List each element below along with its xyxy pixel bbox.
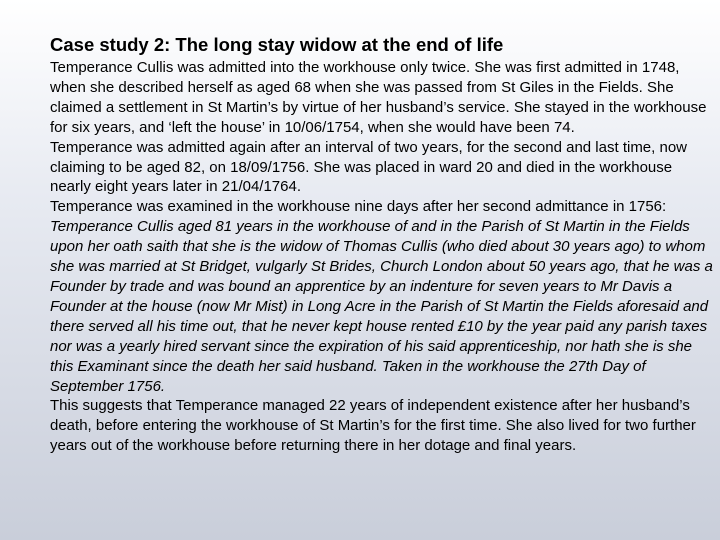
paragraph-second-admission: Temperance was admitted again after an interval of two years, for the second and last time, now claiming to be aged 82, on 18/09/1756. She was placed in ward 20 and died in the workhouse nearly eight years later in 21/04/1764. xyxy=(50,138,688,196)
paragraph-examination-intro: Temperance was examined in the workhouse nine days after her second admittance in 1756: xyxy=(50,198,667,216)
slide-content xyxy=(50,33,715,456)
paragraph-conclusion: This suggests that Temperance managed 22 years of independent existence after her husband’s death, before entering the workhouse of St Martin’s for the first time. She also lived for two further years out of the workhouse before returning there in her dotage and final years. xyxy=(50,397,696,455)
paragraph-first-admission: Temperance Cullis was admitted into the workhouse only twice. She was first admitted in 1748, when she described herself as aged 68 when she was passed from St Giles in the Fields. She claimed a settlement in St Martin’s by virtue of her husband’s service. She stayed in the workhouse for six years, and ‘left the house’ in 10/06/1754, when she would have been 74. xyxy=(50,59,707,136)
slide-title: Case study 2: The long stay widow at the end of life xyxy=(50,34,504,55)
examination-quote: Temperance Cullis aged 81 years in the workhouse of and in the Parish of St Martin in the Fields upon her oath saith that she is the widow of Thomas Cullis (who died about 30 years ago) to whom she was married at St Bridget, vulgarly St Brides, Church London about 50 years ago, that he was a Founder by trade and was bound an apprentice by an indenture for seven years to Mr Davis a Founder at the house (now Mr Mist) in Long Acre in the Parish of St Martin the Fields aforesaid and there served all his time out, that he never kept house rented £10 by the year paid any parish taxes nor was a yearly hired servant since the expiration of his said apprenticeship, nor hath she is she this Examinant since the death her said husband. Taken in the workhouse the 27th Day of September 1756. xyxy=(50,218,713,395)
